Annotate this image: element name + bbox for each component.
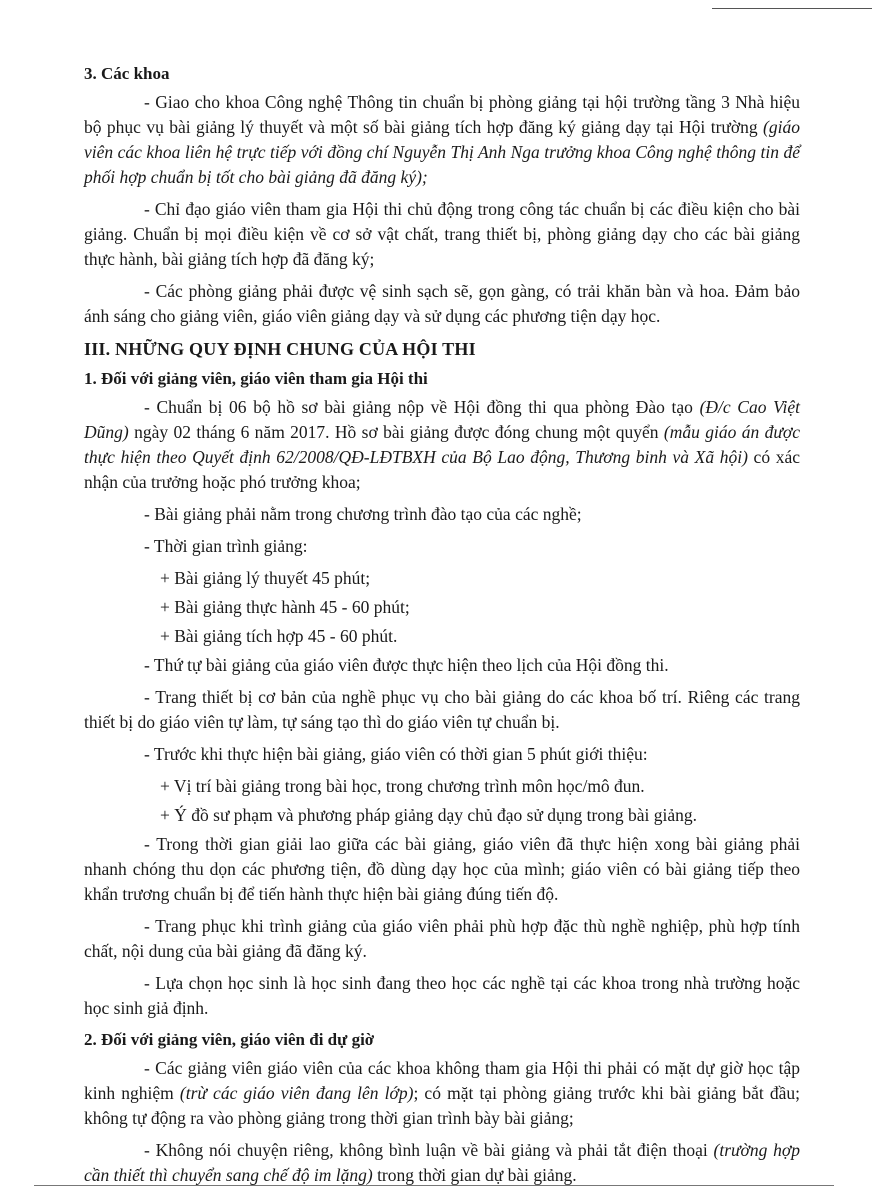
subsection-1-paragraph-9: - Lựa chọn học sinh là học sinh đang theo học các nghề tại các khoa trong nhà trường hoặc học sinh giả định. xyxy=(84,973,800,1018)
subsection-1-paragraph-6: - Trước khi thực hiện bài giảng, giáo viên có thời gian 5 phút giới thiệu: xyxy=(144,744,648,764)
list-item: + Bài giảng tích hợp 45 - 60 phút. xyxy=(160,626,398,646)
subsection-1-paragraph-4: - Thứ tự bài giảng của giáo viên được thực hiện theo lịch của Hội đồng thi. xyxy=(144,655,669,675)
section-3-paragraph-2: - Chỉ đạo giáo viên tham gia Hội thi chủ động trong công tác chuẩn bị các điều kiện cho bài giảng. Chuẩn bị mọi điều kiện về cơ sở vật chất, trang thiết bị, phòng giảng dạy cho các bài giảng thực hành, bài giảng tích hợp đã đăng ký; xyxy=(84,199,800,269)
subsection-2-heading: 2. Đối với giảng viên, giáo viên đi dự giờ xyxy=(84,1030,375,1049)
subsection-1-paragraph-2: - Bài giảng phải nằm trong chương trình đào tạo của các nghề; xyxy=(144,504,582,524)
subsection-1-paragraph-1: - Chuẩn bị 06 bộ hồ sơ bài giảng nộp về Hội đồng thi qua phòng Đào tạo (Đ/c Cao Việt Dũng) ngày 02 tháng 6 năm 2017. Hồ sơ bài giảng được đóng chung một quyển (mẫu giáo án được thực hiện theo Quyết định 62/2008/QĐ-LĐTBXH của Bộ Lao động, Thương binh và Xã hội) có xác nhận của trưởng hoặc phó trưởng khoa; xyxy=(84,397,801,492)
top-rule xyxy=(712,8,872,9)
list-item: + Bài giảng thực hành 45 - 60 phút; xyxy=(160,597,410,617)
section-3-paragraph-3: - Các phòng giảng phải được vệ sinh sạch sẽ, gọn gàng, có trải khăn bàn và hoa. Đảm bảo ánh sáng cho giảng viên, giáo viên giảng dạy và sử dụng các phương tiện dạy học. xyxy=(84,281,800,326)
subsection-1-paragraph-3: - Thời gian trình giảng: xyxy=(144,536,308,556)
subsection-1-paragraph-5: - Trang thiết bị cơ bản của nghề phục vụ cho bài giảng do các khoa bố trí. Riêng các trang thiết bị do giáo viên tự làm, tự sáng tạo thì do giáo viên tự chuẩn bị. xyxy=(84,687,800,732)
subsection-2-paragraph-2: - Không nói chuyện riêng, không bình luận về bài giảng và phải tắt điện thoại (trường hợp cần thiết thì chuyển sang chế độ im lặng) trong thời gian dự bài giảng. xyxy=(84,1140,800,1185)
subsection-2-paragraph-1: - Các giảng viên giáo viên của các khoa không tham gia Hội thi phải có mặt dự giờ học tập kinh nghiệm (trừ các giáo viên đang lên lớp); có mặt tại phòng giảng trước khi bài giảng bắt đầu; không tự động ra vào phòng giảng trong thời gian trình bày bài giảng; xyxy=(84,1058,800,1128)
subsection-1-heading: 1. Đối với giảng viên, giáo viên tham gia Hội thi xyxy=(84,369,428,388)
section-3-paragraph-1: - Giao cho khoa Công nghệ Thông tin chuẩn bị phòng giảng tại hội trường tầng 3 Nhà hiệu bộ phục vụ bài giảng lý thuyết và một số bài giảng tích hợp đăng ký giảng dạy tại Hội trường (giáo viên các khoa liên hệ trực tiếp với đồng chí Nguyễn Thị Anh Nga trưởng khoa Công nghệ thông tin để phối hợp chuẩn bị tốt cho bài giảng đã đăng ký); xyxy=(84,92,800,187)
list-item: + Ý đồ sư phạm và phương pháp giảng dạy chủ đạo sử dụng trong bài giảng. xyxy=(160,805,698,825)
list-item: + Bài giảng lý thuyết 45 phút; xyxy=(160,568,371,588)
list-item: + Vị trí bài giảng trong bài học, trong chương trình môn học/mô đun. xyxy=(160,776,645,796)
section-iii-heading: III. NHỮNG QUY ĐỊNH CHUNG CỦA HỘI THI xyxy=(84,339,476,359)
subsection-1-paragraph-8: - Trang phục khi trình giảng của giáo viên phải phù hợp đặc thù nghề nghiệp, phù hợp tính chất, nội dung của bài giảng đã đăng ký. xyxy=(84,916,800,961)
bottom-rule xyxy=(34,1185,834,1186)
subsection-1-paragraph-7: - Trong thời gian giải lao giữa các bài giảng, giáo viên đã thực hiện xong bài giảng phải nhanh chóng thu dọn các phương tiện, đồ dùng dạy học của mình; giáo viên có bài giảng tiếp theo khẩn trương chuẩn bị để tiến hành thực hiện bài giảng đúng tiến độ. xyxy=(84,834,800,904)
section-3-heading: 3. Các khoa xyxy=(84,64,170,83)
document-page xyxy=(84,58,800,1195)
